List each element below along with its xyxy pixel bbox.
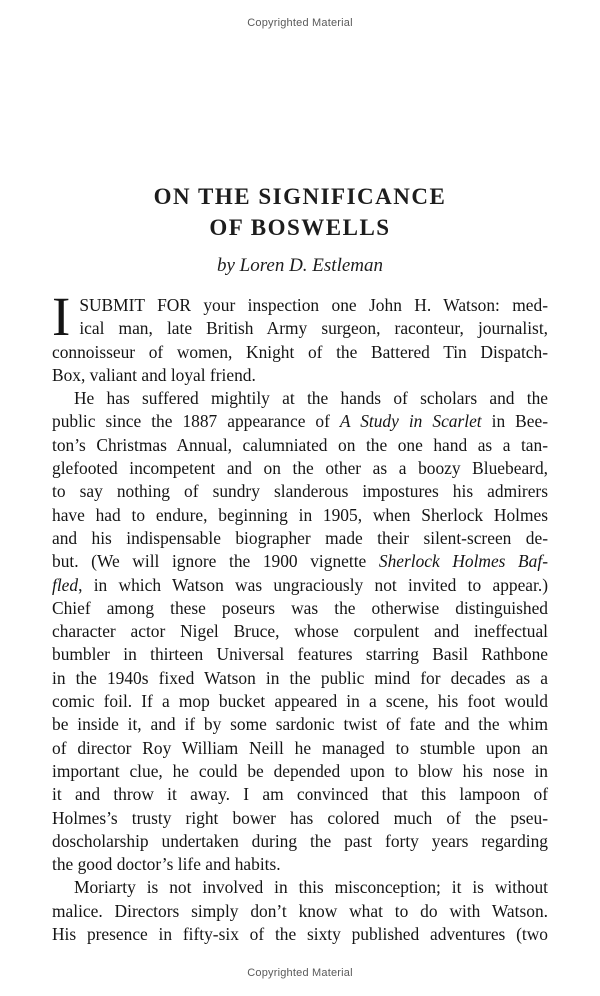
text-segment: in the 1940s fixed Watson in the public mind for decades as a <box>52 667 548 688</box>
italic-text: A Study in Scarlet <box>339 411 482 432</box>
page-content <box>52 0 548 946</box>
text-segment: He has suffered mightily at the hands of scholars and the <box>74 388 548 409</box>
chapter-title-line2: OF BOSWELLS <box>209 215 391 240</box>
text-segment: , in which Watson was ungraciously not invited to appear.) <box>78 574 548 595</box>
text-segment: Moriarty is not involved in this misconception; it is without <box>74 877 548 898</box>
text-line <box>52 457 548 480</box>
text-line <box>52 574 548 597</box>
text-line <box>52 807 548 830</box>
paragraph <box>52 876 548 946</box>
text-line <box>52 341 548 364</box>
text-segment: connoisseur of women, Knight of the Battered Tin Dispatch- <box>52 341 548 362</box>
text-segment: be inside it, and if by some sardonic twist of fate and the whim <box>52 714 548 735</box>
text-line <box>52 620 548 643</box>
text-line <box>52 480 548 503</box>
text-line <box>52 830 548 853</box>
text-line <box>52 527 548 550</box>
text-segment: character actor Nigel Bruce, whose corpulent and ineffectual <box>52 621 548 642</box>
text-segment: and his indispensable biographer made their silent-screen de- <box>52 527 548 548</box>
text-line <box>52 550 548 573</box>
text-segment: have had to endure, beginning in 1905, when Sherlock Holmes <box>52 504 548 525</box>
chapter-title-line1: ON THE SIGNIFICANCE <box>153 184 447 209</box>
text-line <box>52 760 548 783</box>
italic-text: fled <box>52 574 79 595</box>
copyright-header: Copyrighted Material <box>247 17 353 29</box>
copyright-footer: Copyrighted Material <box>247 967 353 979</box>
text-segment: glefooted incompetent and on the other as a boozy Bluebeard, <box>52 458 548 479</box>
text-segment: Box, valiant and loyal friend. <box>52 364 256 385</box>
text-line <box>52 597 548 620</box>
text-segment: the good doctor’s life and habits. <box>52 854 281 875</box>
byline: by Loren D. Estleman <box>216 255 384 276</box>
text-segment: doscholarship undertaken during the past forty years regarding <box>52 830 548 851</box>
text-segment: malice. Directors simply don’t know what to do with Watson. <box>52 900 548 921</box>
text-line <box>52 387 548 410</box>
text-segment: to say nothing of sundry slanderous impostures his admirers <box>52 481 548 502</box>
text-segment: His presence in fifty-six of the sixty published adventures (two <box>52 924 548 945</box>
text-segment: Holmes’s trusty right bower has colored much of the pseu- <box>52 807 548 828</box>
text-segment: but. (We will ignore the 1900 vignette <box>52 551 379 572</box>
text-line <box>52 690 548 713</box>
text-line <box>52 783 548 806</box>
text-line <box>52 364 548 387</box>
text-line <box>52 667 548 690</box>
text-line <box>52 737 548 760</box>
text-segment: SUBMIT FOR your inspection one John H. Watson: med- <box>79 295 548 315</box>
text-segment: of director Roy William Neill he managed to stumble upon an <box>52 737 548 758</box>
paragraph <box>52 286 548 387</box>
text-segment: it and throw it away. I am convinced that this lampoon of <box>52 784 548 805</box>
drop-cap: I <box>52 286 71 347</box>
text-line <box>52 853 548 876</box>
article-body <box>52 286 548 946</box>
text-segment: important clue, he could be depended upon to blow his nose in <box>52 760 548 781</box>
italic-text: Sherlock Holmes Baf- <box>378 551 548 572</box>
text-line <box>52 317 548 340</box>
text-line <box>52 923 548 946</box>
text-line <box>52 504 548 527</box>
text-segment: public since the 1887 appearance of <box>52 411 340 432</box>
text-line <box>52 900 548 923</box>
text-line <box>52 876 548 899</box>
text-line <box>52 434 548 457</box>
paragraph <box>52 387 548 876</box>
text-line <box>52 294 548 317</box>
text-line <box>52 410 548 433</box>
text-segment: ical man, late British Army surgeon, raconteur, journalist, <box>79 318 548 339</box>
text-segment: ton’s Christmas Annual, calumniated on the one hand as a tan- <box>52 434 548 455</box>
text-line <box>52 643 548 666</box>
text-line <box>52 713 548 736</box>
text-segment: Chief among these poseurs was the otherwise distinguished <box>52 597 548 618</box>
text-segment: in Bee- <box>481 411 548 432</box>
chapter-title <box>52 181 548 243</box>
text-segment: comic foil. If a mop bucket appeared in a scene, his foot would <box>52 691 548 712</box>
text-segment: bumbler in thirteen Universal features starring Basil Rathbone <box>52 644 548 665</box>
